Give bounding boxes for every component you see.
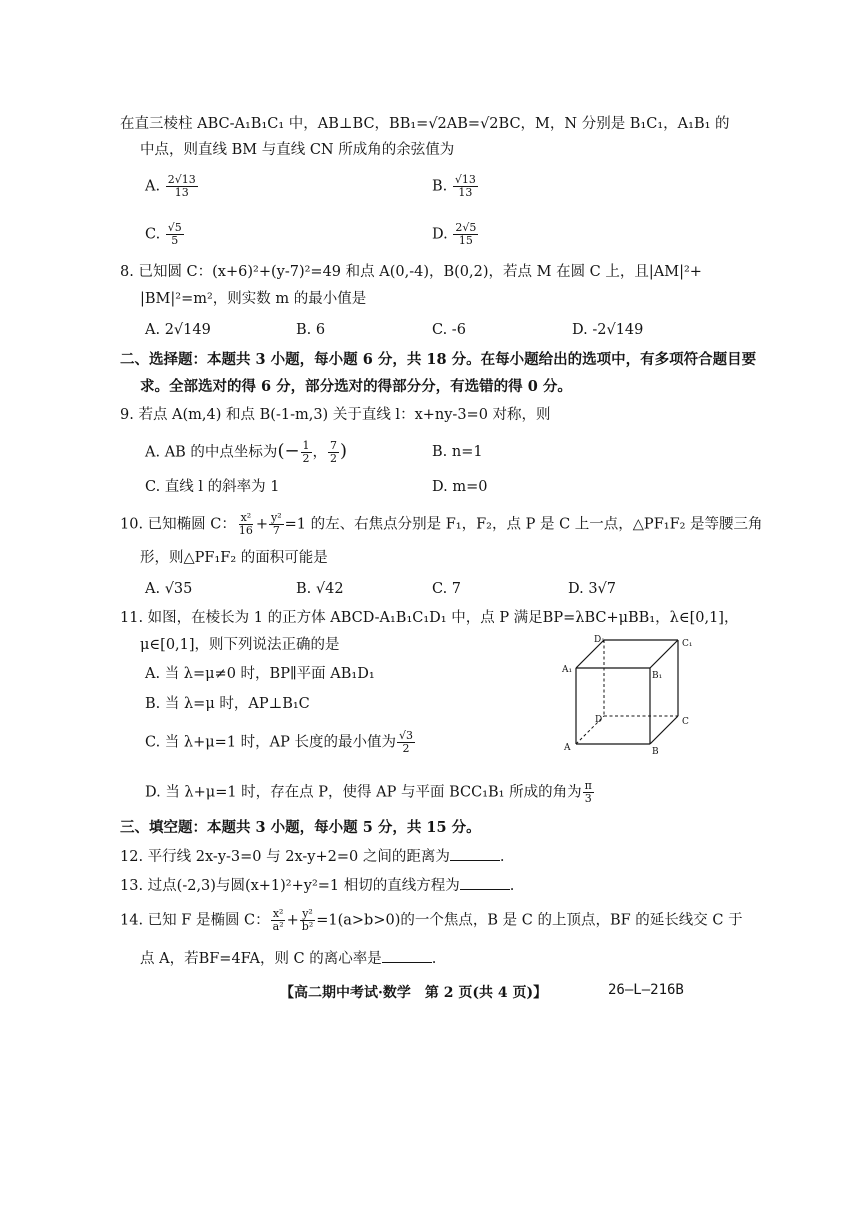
- q13-text: 13. 过点(-2,3)与圆(x+1)²+y²=1 相切的直线方程为: [120, 878, 460, 894]
- q9-a-close: ): [340, 440, 348, 462]
- q14-frac-x: [271, 908, 286, 933]
- q9-a-text: A. AB 的中点坐标为: [145, 444, 278, 461]
- cube-label-d: D: [595, 715, 603, 725]
- footer-code: 26—L—216B: [608, 982, 684, 998]
- q7-a-fraction: [166, 174, 198, 199]
- q7-c-num: √5: [167, 221, 182, 234]
- q14-frac-y-num: y²: [302, 907, 313, 920]
- section3-heading: 三、填空题：本题共 3 小题，每小题 5 分，共 15 分。: [120, 819, 481, 836]
- q10-frac-x-num: x²: [240, 511, 252, 524]
- q9-a-frac2-num: 7: [330, 439, 338, 452]
- q7-c-label: C.: [145, 226, 161, 243]
- cube-figure: [558, 632, 698, 756]
- q9-option-c: C. 直线 l 的斜率为 1: [145, 479, 280, 495]
- q10-frac-x-den: 16: [238, 524, 253, 537]
- q14-line1: [120, 908, 743, 933]
- q11-d-num: π: [584, 779, 592, 792]
- q9-a-comma: ，: [312, 444, 328, 461]
- q14-frac-x-den: a²: [272, 920, 284, 933]
- q7-b-num: √13: [454, 173, 476, 186]
- q12-answer-blank[interactable]: [450, 846, 500, 861]
- q7-line1: 在直三棱柱 ABC-A₁B₁C₁ 中，AB⊥BC，BB₁=√2AB=√2BC，M，N 分别是 B₁C₁，A₁B₁ 的: [120, 116, 730, 132]
- q7-c-den: 5: [171, 234, 179, 247]
- q11-d-text: D. 当 λ+μ=1 时，存在点 P，使得 AP 与平面 BCC₁B₁ 所成的角为: [145, 784, 582, 801]
- q7-c-fraction: [166, 222, 184, 247]
- q9-option-b: B. n=1: [432, 444, 483, 460]
- q11-option-d: [145, 780, 595, 805]
- q9-a-frac1-den: 2: [302, 452, 310, 465]
- q7-d-den: 15: [458, 234, 473, 247]
- cube-label-b: B: [652, 747, 659, 756]
- q10-line2: 形，则△PF₁F₂ 的面积可能是: [140, 550, 328, 566]
- q14-end: .: [431, 951, 437, 967]
- q8-line1: 8. 已知圆 C：(x+6)²+(y-7)²=49 和点 A(0,-4)，B(0,2)，若点 M 在圆 C 上，且|AM|²+: [120, 264, 702, 280]
- q10-option-b: B. √42: [296, 581, 344, 597]
- q7-a-label: A.: [145, 178, 161, 195]
- q9-a-frac2: [328, 440, 339, 465]
- section2-heading-line1: 二、选择题：本题共 3 小题，每小题 6 分，共 18 分。在每小题给出的选项中，有多项符合题目要: [120, 351, 757, 368]
- q7-a-num: 2√13: [167, 173, 196, 186]
- q11-d-den: 3: [584, 792, 592, 805]
- section2-heading-line2: 求。全部选对的得 6 分，部分选对的得部分分，有选错的得 0 分。: [140, 378, 572, 395]
- q10-option-c: C. 7: [432, 581, 462, 597]
- cube-label-b1: B₁: [652, 671, 663, 681]
- q9-line1: 9. 若点 A(m,4) 和点 B(-1-m,3) 关于直线 l：x+ny-3=0 对称，则: [120, 407, 551, 423]
- q8-line2: |BM|²=m²，则实数 m 的最小值是: [140, 291, 367, 307]
- q9-option-d: D. m=0: [432, 479, 488, 495]
- cube-label-a: A: [564, 743, 571, 753]
- cube-label-a1: A₁: [562, 665, 573, 675]
- q11-c-num: √3: [399, 729, 414, 742]
- q11-option-c: [145, 730, 416, 755]
- q10-option-a: A. √35: [145, 581, 193, 597]
- q10-frac-y-num: y²: [271, 511, 282, 524]
- q7-option-c: [145, 222, 185, 247]
- q10-frac-y-den: 7: [272, 524, 280, 537]
- q13: [120, 875, 514, 896]
- cube-label-d1: D₁: [594, 635, 605, 645]
- q7-d-label: D.: [432, 226, 448, 243]
- q7-option-a: [145, 174, 199, 199]
- q14-line2-text: 点 A，若BF=4FA，则 C 的离心率是: [140, 951, 382, 967]
- q9-a-frac1: [301, 440, 312, 465]
- q7-option-b: [432, 174, 479, 199]
- q7-a-den: 13: [174, 186, 189, 199]
- q12: [120, 846, 504, 867]
- q14-post: =1(a>b>0)的一个焦点，B 是 C 的上顶点，BF 的延长线交 C 于: [316, 912, 743, 929]
- q8-option-a: A. 2√149: [145, 322, 211, 338]
- q12-end: .: [499, 849, 505, 865]
- q10-option-d: D. 3√7: [568, 581, 617, 597]
- q9-a-frac1-num: 1: [302, 439, 310, 452]
- q11-c-frac: [397, 730, 415, 755]
- q11-c-den: 2: [402, 742, 410, 755]
- q8-option-d: D. -2√149: [572, 322, 644, 338]
- q10-pre: 10. 已知椭圆 C：: [120, 516, 236, 533]
- q9-a-open: (−: [277, 440, 300, 462]
- q14-pre: 14. 已知 F 是椭圆 C：: [120, 912, 270, 929]
- q14-plus: +: [286, 912, 299, 929]
- q7-d-fraction: [453, 222, 478, 247]
- q10-post: =1 的左、右焦点分别是 F₁，F₂，点 P 是 C 上一点，△PF₁F₂ 是等腰三角: [284, 516, 763, 533]
- q11-option-a: A. 当 λ=μ≠0 时，BP∥平面 AB₁D₁: [145, 666, 375, 682]
- q7-b-fraction: [453, 174, 478, 199]
- q10-plus: +: [255, 516, 269, 533]
- q14-answer-blank[interactable]: [382, 948, 432, 963]
- q11-d-frac: [583, 780, 594, 805]
- q11-option-b: B. 当 λ=μ 时，AP⊥B₁C: [145, 696, 310, 712]
- q12-text: 12. 平行线 2x-y-3=0 与 2x-y+2=0 之间的距离为: [120, 849, 450, 865]
- q11-line2: μ∈[0,1]，则下列说法正确的是: [140, 637, 340, 653]
- q8-option-b: B. 6: [296, 322, 326, 338]
- cube-label-c1: C₁: [682, 639, 693, 649]
- q14-frac-y: [300, 908, 315, 933]
- q14-line2: [140, 948, 436, 969]
- q9-option-a: [145, 440, 347, 465]
- q14-frac-x-num: x²: [272, 907, 284, 920]
- q7-line2: 中点，则直线 BM 与直线 CN 所成角的余弦值为: [140, 142, 455, 158]
- q11-line1: 11. 如图，在棱长为 1 的正方体 ABCD-A₁B₁C₁D₁ 中，点 P 满足BP=λBC+μBB₁，λ∈[0,1]，: [120, 610, 739, 626]
- q10-line1: [120, 512, 763, 537]
- q14-frac-y-den: b²: [301, 920, 314, 933]
- q7-b-den: 13: [458, 186, 473, 199]
- q7-d-num: 2√5: [455, 221, 477, 234]
- q13-end: .: [509, 878, 515, 894]
- q9-a-frac2-den: 2: [330, 452, 338, 465]
- q7-b-label: B.: [432, 178, 448, 195]
- q8-option-c: C. -6: [432, 322, 466, 338]
- footer-title: 【高二期中考试·数学 第 2 页(共 4 页)】: [280, 985, 548, 1001]
- cube-label-c: C: [682, 717, 689, 727]
- q10-frac-x: [237, 512, 255, 537]
- q13-answer-blank[interactable]: [460, 875, 510, 890]
- q11-c-text: C. 当 λ+μ=1 时，AP 长度的最小值为: [145, 734, 396, 751]
- q10-frac-y: [269, 512, 284, 537]
- q7-option-d: [432, 222, 479, 247]
